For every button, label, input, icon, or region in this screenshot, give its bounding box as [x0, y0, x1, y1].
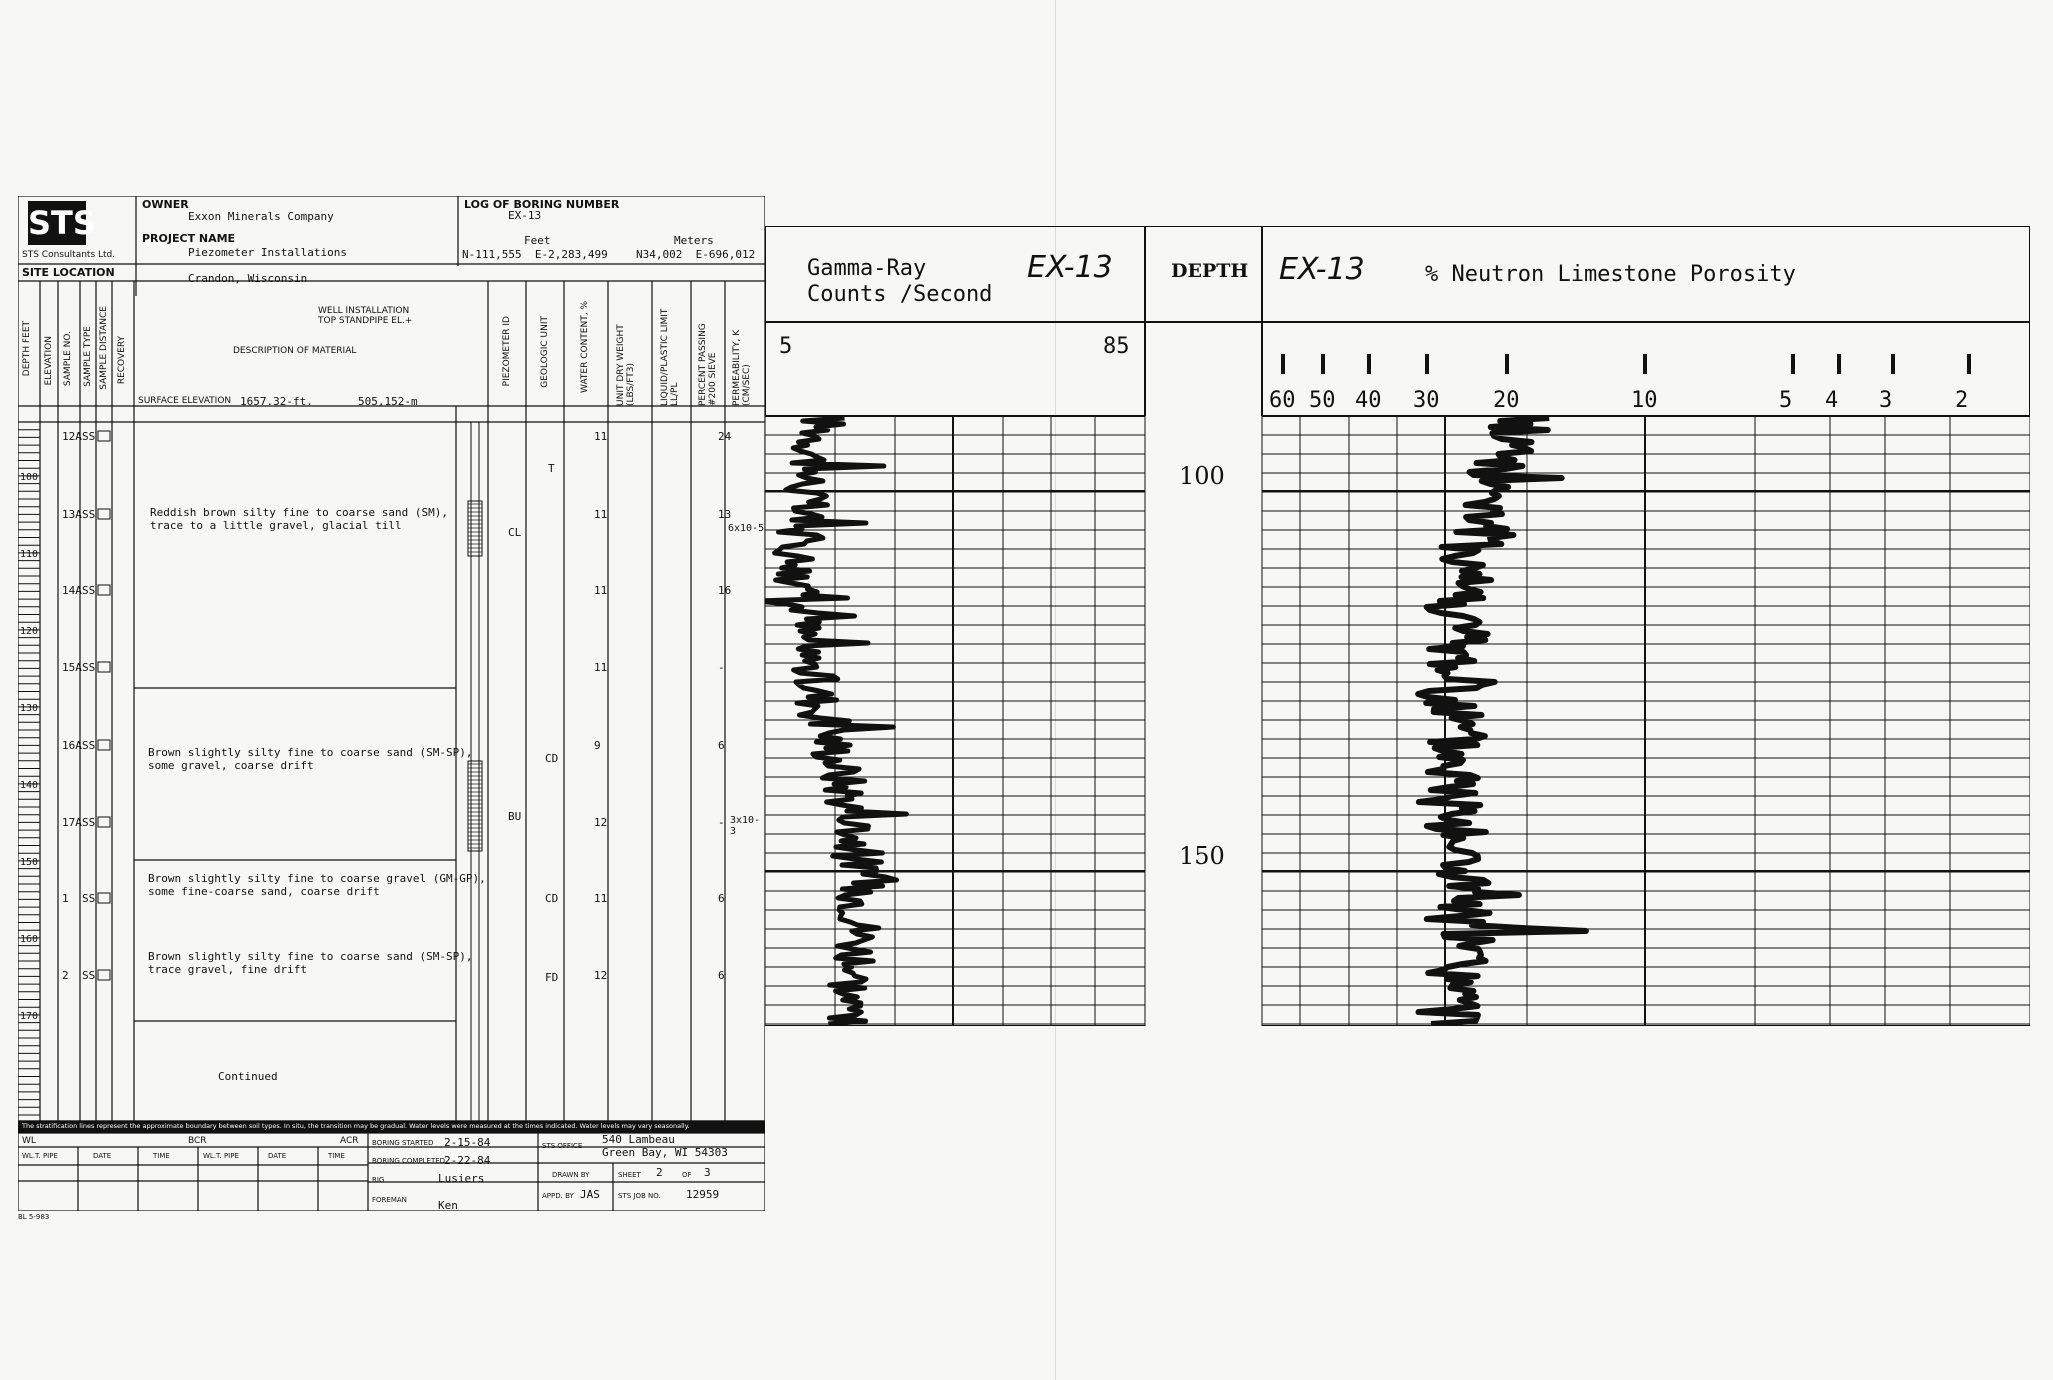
percent-passing: 6 — [718, 969, 725, 982]
wl-pipe-label: WL.T. PIPE — [203, 1152, 239, 1160]
date-label: DATE — [268, 1152, 287, 1160]
approved-by-label: APPD. BY — [542, 1192, 574, 1200]
percent-passing: 16 — [718, 584, 732, 597]
feet-label: Feet — [524, 234, 551, 247]
gamma-scale-min: 5 — [779, 334, 793, 359]
col-recovery: RECOVERY — [117, 336, 127, 385]
neutron-tick-label: 50 — [1309, 388, 1336, 413]
job-number: 12959 — [686, 1188, 720, 1201]
permeability-value: 6x10-5 — [728, 523, 765, 534]
water-content: 12 — [594, 969, 608, 982]
water-content: 11 — [594, 508, 608, 521]
neutron-tick-label: 2 — [1955, 388, 1969, 413]
form-code: BL 5-983 — [18, 1213, 50, 1221]
sheet-total: 3 — [704, 1166, 711, 1179]
wl-pipe-label: WL.T. PIPE — [22, 1152, 58, 1160]
meters-label: Meters — [674, 234, 714, 247]
depth-mark: 170 — [20, 1011, 39, 1022]
rig-label: RIG — [372, 1176, 385, 1184]
form-grid — [18, 196, 765, 1211]
surface-label: SURFACE ELEVATION — [138, 396, 232, 406]
project-label: PROJECT NAME — [142, 232, 236, 245]
neutron-tick-label: 20 — [1493, 388, 1520, 413]
col-piezometer-id: PIEZOMETER ID — [502, 316, 512, 387]
col-unit-dry-weight: UNIT DRY WEIGHT (LBS/FT3) — [616, 324, 636, 406]
percent-passing: 24 — [718, 430, 732, 443]
depth-100: 100 — [1179, 462, 1225, 490]
time-label: TIME — [153, 1152, 170, 1160]
col-sample-distance: SAMPLE DISTANCE — [99, 306, 109, 390]
sts-logo — [28, 201, 96, 245]
sample-number: 13A — [62, 508, 82, 521]
geologic-unit: FD — [545, 971, 559, 984]
col-percent-passing: PERCENT PASSING #200 SIEVE — [698, 323, 718, 406]
office-label: STS OFFICE — [542, 1142, 583, 1150]
permeability-value: 3x10-3 — [730, 815, 761, 837]
sample-type: SS — [82, 969, 96, 982]
depth-150: 150 — [1179, 842, 1225, 870]
depth-mark: 120 — [20, 626, 39, 637]
material-description: Brown slightly silty fine to coarse sand (SM-SP), trace gravel, fine drift — [148, 950, 473, 976]
gamma-handwritten-label: EX-13 — [1027, 250, 1113, 285]
depth-mark: 150 — [20, 857, 39, 868]
log-label: LOG OF BORING NUMBER — [464, 198, 620, 211]
job-number-label: STS JOB NO. — [618, 1192, 661, 1200]
percent-passing: 13 — [718, 508, 732, 521]
depth-mark: 140 — [20, 780, 39, 791]
time-label: TIME — [328, 1152, 345, 1160]
boring-started: 2-15-84 — [444, 1136, 491, 1149]
well-label: WELL INSTALLATION — [318, 306, 410, 316]
description-label: DESCRIPTION OF MATERIAL — [233, 346, 357, 356]
project-value: Piezometer Installations — [188, 246, 347, 259]
company-name: STS Consultants Ltd. — [22, 250, 116, 260]
owner-value: Exxon Minerals Company — [188, 210, 334, 223]
surface-m: 505,152-m — [358, 395, 418, 408]
boring-number: EX-13 — [508, 209, 542, 222]
sample-type: SS — [82, 661, 96, 674]
stratification-note: The stratification lines represent the approximate boundary between soil types. In situ, the transition may be gradual. Water levels were measured at the times indicated. Water levels may vary seasonally. — [22, 1122, 690, 1130]
owner-label: OWNER — [142, 198, 189, 211]
water-content: 11 — [594, 892, 608, 905]
gamma-scale-max: 85 — [1103, 334, 1130, 359]
geologic-unit: CD — [545, 892, 559, 905]
material-description: Brown slightly silty fine to coarse gravel (GM-GP), some fine-coarse sand, coarse drift — [148, 872, 486, 898]
sample-number: 1 — [62, 892, 69, 905]
piezometer-id: CL — [508, 526, 522, 539]
col-sample-no: SAMPLE NO. — [63, 331, 73, 387]
sample-number: 2 — [62, 969, 69, 982]
office-value: 540 Lambeau Green Bay, WI 54303 — [602, 1133, 728, 1159]
continued-label: Continued — [218, 1070, 278, 1083]
site-value: Crandon, Wisconsin — [188, 272, 308, 285]
drawn-by-label: DRAWN BY — [552, 1171, 590, 1179]
neutron-tick-label: 3 — [1879, 388, 1893, 413]
surface-ft: 1657.32-ft. — [240, 395, 313, 408]
wl-label: WL — [22, 1136, 36, 1146]
rig-value: Lusiers — [438, 1172, 485, 1185]
percent-passing: - — [718, 816, 725, 829]
boring-started-label: BORING STARTED — [372, 1139, 434, 1147]
sample-type: SS — [82, 584, 96, 597]
water-content: 11 — [594, 430, 608, 443]
col-depth: DEPTH FEET — [22, 321, 32, 377]
sample-number: 14A — [62, 584, 82, 597]
acr-label: ACR — [340, 1136, 359, 1146]
neutron-tick-label: 30 — [1413, 388, 1440, 413]
boring-log-form — [18, 196, 765, 1211]
sheet-label: SHEET — [618, 1171, 641, 1179]
sample-type: SS — [82, 430, 96, 443]
water-content: 12 — [594, 816, 608, 829]
sample-type: SS — [82, 508, 96, 521]
sample-type: SS — [82, 892, 96, 905]
material-description: Brown slightly silty fine to coarse sand (SM-SP), some gravel, coarse drift — [148, 746, 473, 772]
depth-mark: 130 — [20, 703, 39, 714]
neutron-tick-label: 4 — [1825, 388, 1839, 413]
neutron-tick-label: 40 — [1355, 388, 1382, 413]
water-content: 11 — [594, 661, 608, 674]
coord-feet: N-111,555 E-2,283,499 — [462, 248, 608, 261]
neutron-handwritten-label: EX-13 — [1279, 252, 1365, 287]
date-label: DATE — [93, 1152, 112, 1160]
coord-meters: N34,002 E-696,012 — [636, 248, 756, 261]
foreman-value: Ken — [438, 1199, 458, 1212]
log-grid — [765, 226, 2030, 1026]
geophysical-log — [765, 226, 2030, 1026]
geologic-unit: T — [548, 462, 555, 475]
depth-mark: 100 — [20, 472, 39, 483]
sample-type: SS — [82, 816, 96, 829]
bcr-label: BCR — [188, 1136, 207, 1146]
sample-number: 12A — [62, 430, 82, 443]
approved-by: JAS — [580, 1188, 600, 1201]
neutron-tick-label: 60 — [1269, 388, 1296, 413]
col-water-content: WATER CONTENT, % — [580, 301, 590, 393]
depth-mark: 160 — [20, 934, 39, 945]
percent-passing: 6 — [718, 739, 725, 752]
material-description: Reddish brown silty fine to coarse sand (SM), trace to a little gravel, glacial till — [150, 506, 449, 532]
water-content: 9 — [594, 739, 601, 752]
percent-passing: 6 — [718, 892, 725, 905]
foreman-label: FOREMAN — [372, 1196, 407, 1204]
sheet-number: 2 — [656, 1166, 663, 1179]
col-permeability: PERMEABILITY, K (CM/SEC) — [732, 329, 752, 406]
of-label: OF — [682, 1171, 692, 1179]
site-label: SITE LOCATION — [22, 266, 115, 279]
gamma-title-line1: Gamma-Ray — [807, 256, 927, 281]
neutron-tick-label: 5 — [1779, 388, 1793, 413]
depth-title: DEPTH — [1171, 260, 1249, 282]
logo-text: STS — [28, 204, 96, 242]
depth-mark: 110 — [20, 549, 39, 560]
sample-number: 16A — [62, 739, 82, 752]
gamma-title-line2: Counts /Second — [807, 282, 993, 307]
neutron-tick-label: 10 — [1631, 388, 1658, 413]
sample-type: SS — [82, 739, 96, 752]
piezometer-id: BU — [508, 810, 522, 823]
col-sample-type: SAMPLE TYPE — [83, 326, 93, 387]
water-content: 11 — [594, 584, 608, 597]
col-liquid-plastic: LIQUID/PLASTIC LIMIT LL/PL — [660, 308, 680, 406]
boring-completed: 2-22-84 — [444, 1154, 491, 1167]
geologic-unit: CD — [545, 752, 559, 765]
percent-passing: - — [718, 661, 725, 674]
sample-number: 17A — [62, 816, 82, 829]
col-elevation: ELEVATION — [44, 336, 54, 386]
boring-completed-label: BORING COMPLETED — [372, 1157, 446, 1165]
col-geologic-unit: GEOLOGIC UNIT — [540, 316, 550, 388]
sample-number: 15A — [62, 661, 82, 674]
neutron-title: % Neutron Limestone Porosity — [1425, 262, 1796, 287]
standpipe-label: TOP STANDPIPE EL.+ — [318, 316, 413, 326]
